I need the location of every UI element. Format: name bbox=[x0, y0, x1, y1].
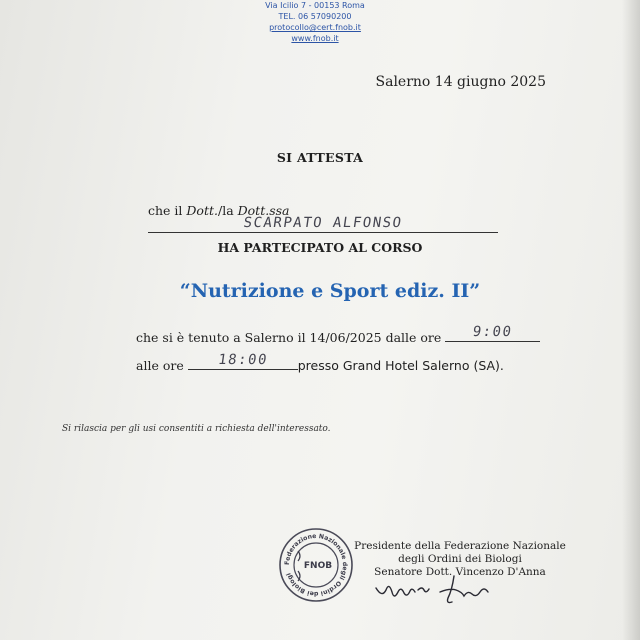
course-title: “Nutrizione e Sport ediz. II” bbox=[179, 280, 481, 302]
president-line-2: degli Ordini dei Biologi bbox=[398, 553, 522, 565]
letterhead-tel: TEL. 06 57090200 bbox=[278, 12, 352, 21]
title-slash: /la bbox=[217, 203, 238, 218]
title-dottssa: Dott.ssa bbox=[237, 203, 290, 218]
issuance-note: Si rilascia per gli usi consentiti a richiesta dell'interessato. bbox=[62, 424, 331, 434]
end-line bbox=[136, 352, 504, 373]
recipient-line bbox=[148, 203, 640, 236]
end-prefix: alle ore bbox=[136, 358, 184, 373]
seal-ring-text: Federazione Nazionale degli Ordini dei Biologi bbox=[283, 532, 349, 598]
president-line-1: Presidente della Federazione Nazionale bbox=[354, 540, 566, 552]
letterhead-address: Via Icilio 7 - 00153 Roma bbox=[265, 1, 365, 10]
end-time-field bbox=[188, 352, 298, 370]
recipient-handwritten-name: SCARPATO ALFONSO bbox=[242, 215, 404, 231]
letterhead-web-link[interactable]: www.fnob.it bbox=[291, 34, 339, 43]
start-time-handwritten: 9:00 bbox=[471, 324, 514, 340]
start-time-field bbox=[445, 324, 540, 342]
end-time-handwritten: 18:00 bbox=[216, 352, 269, 368]
held-line bbox=[136, 324, 540, 345]
recipient-name-field bbox=[148, 215, 498, 233]
letterhead-contacts bbox=[255, 0, 375, 44]
recipient-prefix: che il bbox=[148, 203, 187, 218]
president-signature bbox=[372, 574, 500, 610]
attesta-heading: SI ATTESTA bbox=[276, 150, 364, 165]
venue-text: presso Grand Hotel Salerno (SA). bbox=[297, 358, 504, 373]
seal-center-text: FNOB bbox=[303, 561, 333, 571]
held-text: che si è tenuto a Salerno il 14/06/2025 dalle ore bbox=[136, 330, 442, 345]
title-dott: Dott. bbox=[186, 203, 218, 218]
letterhead-pec-link[interactable]: protocollo@cert.fnob.it bbox=[269, 23, 361, 32]
participation-heading: HA PARTECIPATO AL CORSO bbox=[217, 240, 423, 255]
paper-edge-shadow bbox=[622, 0, 640, 640]
president-line-3: Senatore Dott. Vincenzo D'Anna bbox=[374, 566, 546, 578]
document-date: Salerno 14 giugno 2025 bbox=[375, 74, 546, 90]
